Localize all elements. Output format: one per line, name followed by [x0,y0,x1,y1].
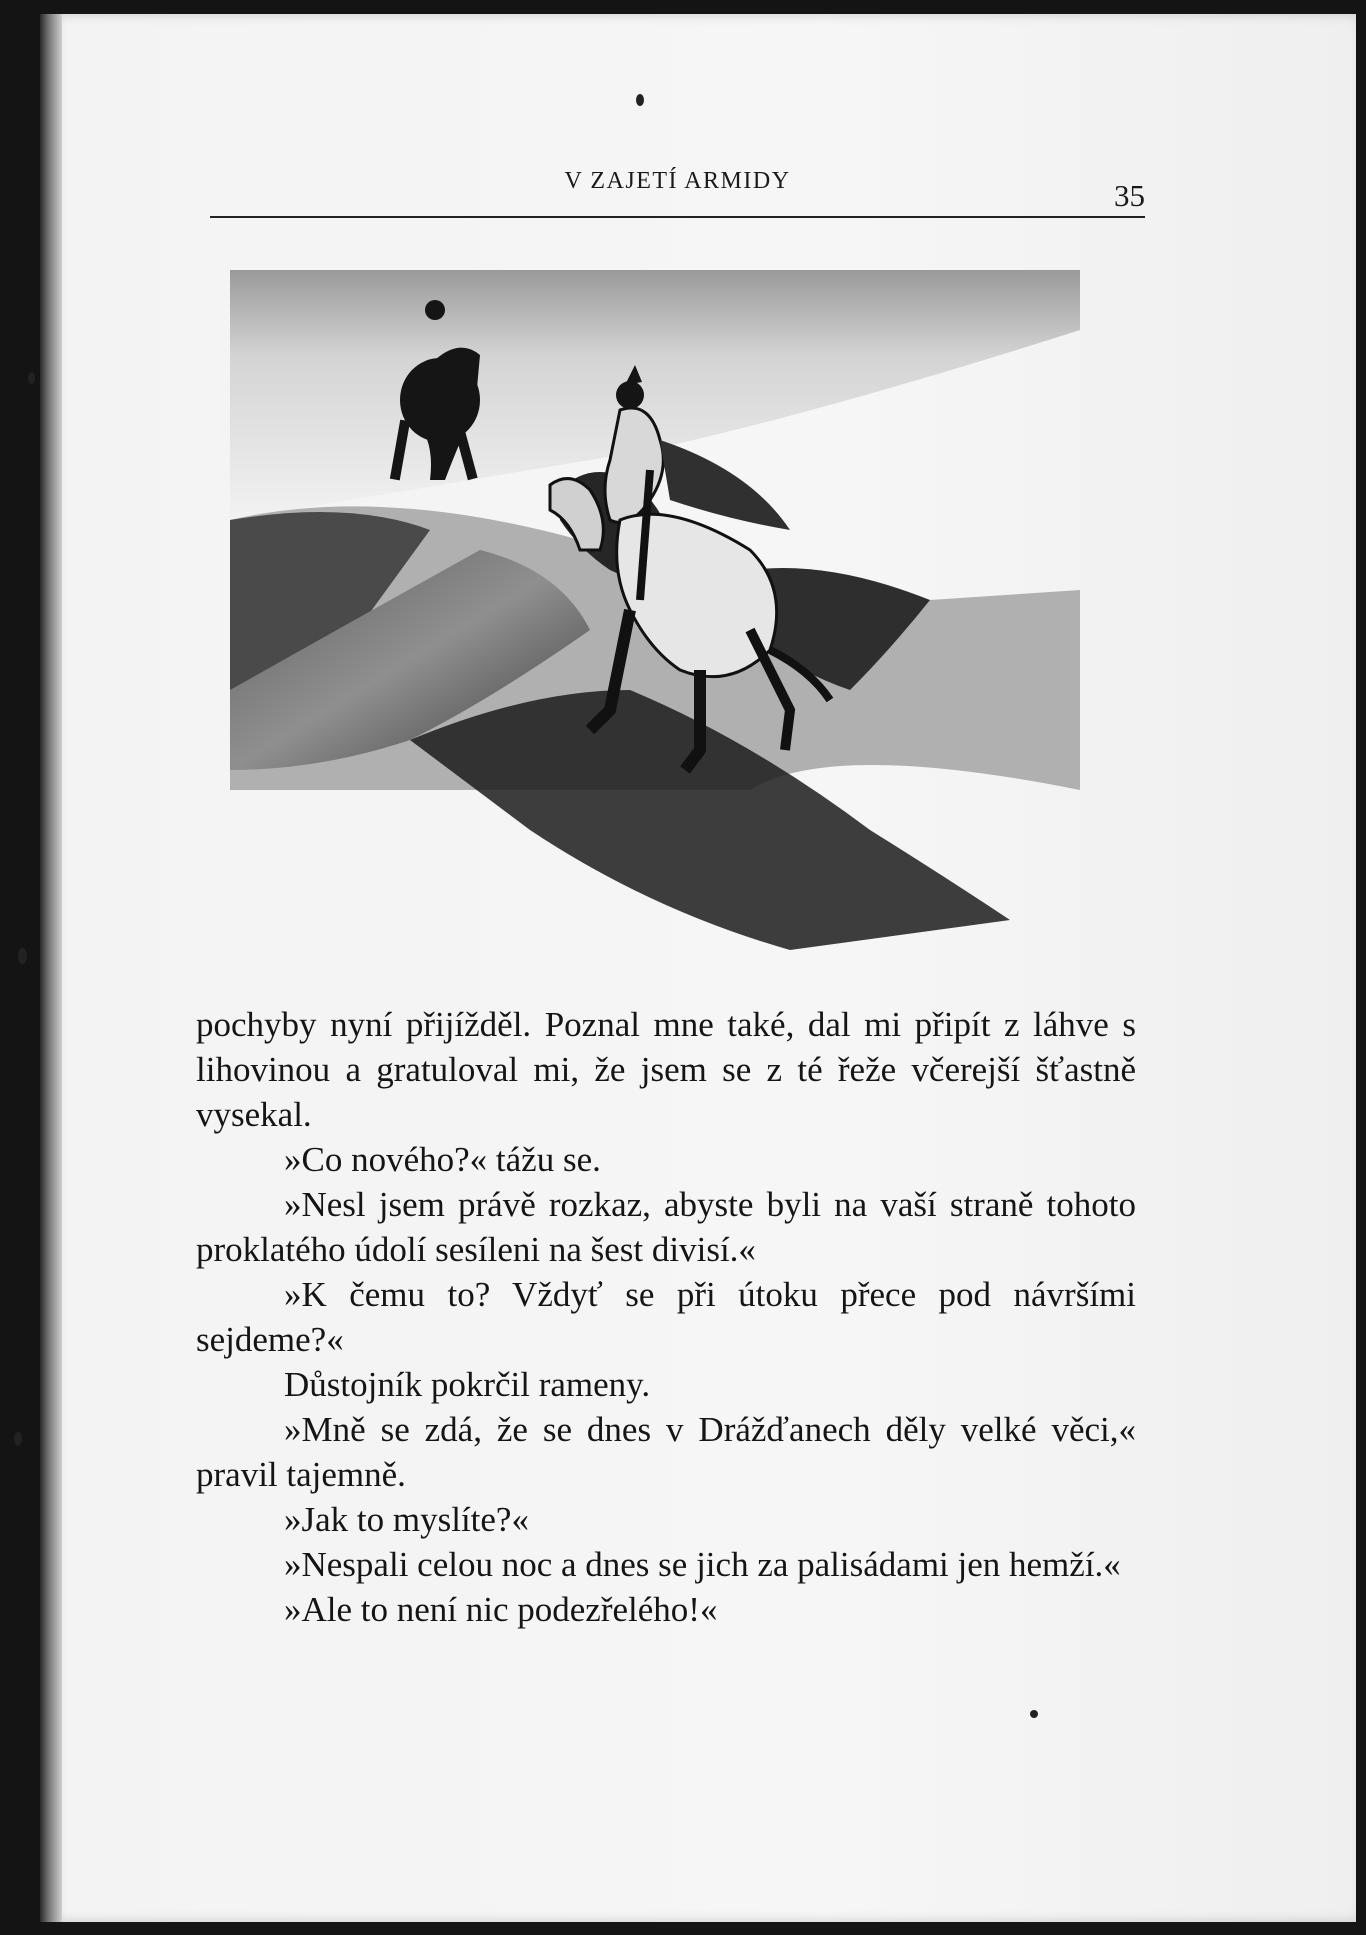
ink-speck [18,948,27,964]
paragraph: Důstojník pokrčil rameny. [284,1365,651,1404]
paragraph: »Nesl jsem právě rozkaz, abyste byli na vaší straně tohoto proklatého údolí sesíleni na šest divisí.« [196,1185,1136,1269]
ink-speck [14,1432,22,1446]
paragraph: »Nespali celou noc a dnes se jich za palisádami jen hemží.« [284,1545,1121,1584]
running-head: V ZAJETÍ ARMIDY [564,168,791,194]
body-text [196,1002,1136,1632]
ink-speck [28,372,35,384]
paragraph: »Jak to myslíte?« [284,1500,529,1539]
ink-speck [636,94,644,106]
book-spine [40,14,62,1922]
page-header [210,160,1145,218]
paragraph: pochyby nyní přijížděl. Poznal mne také, dal mi připít z láhve s lihovinou a gratuloval mi, že jsem se z té řeže včerejší šťastně vysekal. [196,1005,1136,1134]
ink-speck [1030,1710,1038,1718]
horsemen-illustration [230,270,1080,970]
paragraph: »Ale to není nic podezřelého!« [284,1590,718,1629]
paragraph: »Co nového?« tážu se. [284,1140,601,1179]
paragraph: »Mně se zdá, že se dnes v Drážďanech děly velké věci,« pravil tajemně. [196,1410,1136,1494]
paragraph: »K čemu to? Vždyť se při útoku přece pod návršími sejdeme?« [196,1275,1136,1359]
page-number: 35 [1114,178,1145,213]
